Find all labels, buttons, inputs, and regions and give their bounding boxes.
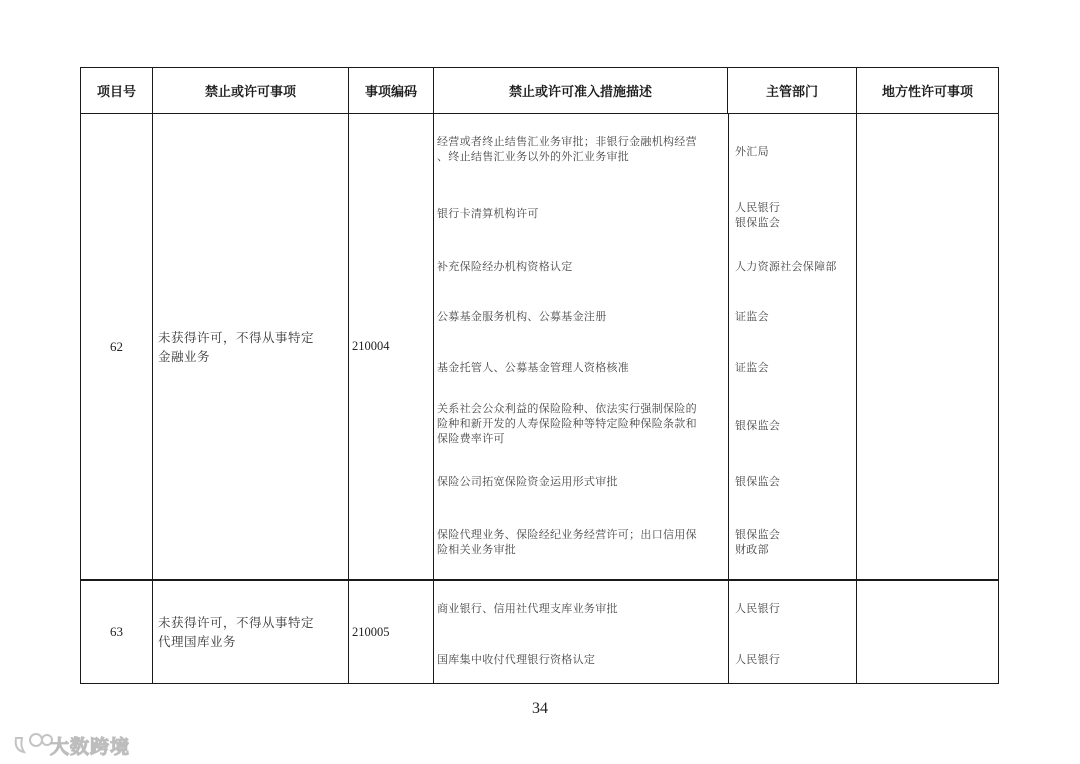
measure-description	[437, 206, 727, 221]
local-permit	[857, 114, 999, 581]
project-number: 62	[81, 114, 153, 581]
column-divider	[728, 114, 729, 579]
measures-cell	[434, 580, 857, 684]
measure-department	[735, 144, 863, 159]
description-line: 保险费率许可	[437, 432, 505, 445]
measure-department	[735, 360, 863, 375]
description-line: 经营或者终止结售汇业务审批；非银行金融机构经营	[437, 135, 697, 148]
measure-department	[735, 474, 863, 489]
measure-department	[735, 652, 863, 667]
description-line: 险相关业务审批	[437, 543, 517, 556]
department-line: 外汇局	[735, 145, 769, 158]
measure-description	[437, 601, 727, 616]
measure-department	[735, 259, 863, 274]
department-line: 证监会	[735, 310, 769, 323]
description-line: 保险代理业务、保险经纪业务经营许可；出口信用保	[437, 528, 697, 541]
department-line: 银保监会	[735, 528, 781, 541]
table-row	[81, 114, 999, 581]
description-line: 险种和新开发的人寿保险险种等特定险种保险条款和	[437, 417, 697, 430]
header-department: 主管部门	[728, 68, 857, 114]
department-line: 证监会	[735, 361, 769, 374]
item-line: 未获得许可，不得从事特定	[158, 615, 315, 630]
item-name	[153, 580, 349, 684]
measure-description	[437, 401, 727, 446]
measures-cell	[434, 114, 857, 581]
department-line: 银保监会	[735, 419, 781, 432]
item-line: 金融业务	[158, 348, 211, 364]
description-line: 、终止结售汇业务以外的外汇业务审批	[437, 150, 630, 163]
measure-description	[437, 527, 727, 557]
description-line: 商业银行、信用社代理支库业务审批	[437, 602, 618, 615]
item-line: 未获得许可，不得从事特定	[158, 329, 315, 345]
measure-description	[437, 474, 727, 489]
measure-department	[735, 601, 863, 616]
department-line: 银保监会	[735, 475, 781, 488]
header-item: 禁止或许可事项	[153, 68, 349, 114]
local-permit	[857, 580, 999, 684]
measure-description	[437, 360, 727, 375]
measure-department	[735, 309, 863, 324]
header-code: 事项编码	[349, 68, 434, 114]
item-code: 210004	[349, 114, 434, 581]
project-number: 63	[81, 580, 153, 684]
permit-table	[80, 67, 999, 684]
measure-description	[437, 309, 727, 324]
description-line: 补充保险经办机构资格认定	[437, 260, 573, 273]
measures-list	[434, 581, 856, 683]
measure-department	[735, 200, 863, 230]
measure-department	[735, 418, 863, 433]
column-divider	[728, 581, 729, 683]
header-project-number: 项目号	[81, 68, 153, 114]
description-line: 银行卡清算机构许可	[437, 207, 539, 220]
watermark-text: 大数跨境	[50, 736, 131, 758]
department-line: 银保监会	[735, 216, 781, 229]
department-line: 人力资源社会保障部	[735, 260, 837, 273]
measure-description	[437, 259, 727, 274]
department-line: 人民银行	[735, 602, 781, 615]
header-description: 禁止或许可准入措施描述	[434, 68, 728, 114]
measure-department	[735, 527, 863, 557]
item-name	[153, 114, 349, 581]
department-line: 人民银行	[735, 201, 781, 214]
item-line: 代理国库业务	[158, 634, 237, 649]
description-line: 基金托管人、公募基金管理人资格核准	[437, 361, 630, 374]
measures-list	[434, 114, 856, 579]
table-header-row	[81, 68, 999, 114]
measure-description	[437, 652, 727, 667]
description-line: 保险公司拓宽保险资金运用形式审批	[437, 475, 618, 488]
description-line: 国库集中收付代理银行资格认定	[437, 653, 596, 666]
item-code: 210005	[349, 580, 434, 684]
department-line: 人民银行	[735, 653, 781, 666]
table-row	[81, 580, 999, 684]
page-number: 34	[532, 700, 548, 717]
department-line: 财政部	[735, 543, 769, 556]
description-line: 公募基金服务机构、公募基金注册	[437, 310, 607, 323]
description-line: 关系社会公众利益的保险险种、依法实行强制保险的	[437, 402, 697, 415]
measure-description	[437, 134, 727, 164]
header-local-permit: 地方性许可事项	[857, 68, 999, 114]
